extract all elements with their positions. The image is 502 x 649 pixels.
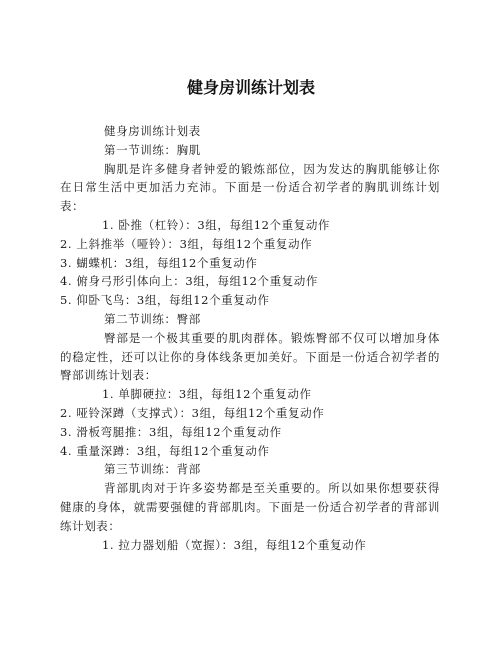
paragraph: 胸肌是许多健身者钟爱的锻炼部位，因为发达的胸肌能够让你在日常生活中更加活力充沛。下面是一份适合初学者的胸肌训练计划表： [60, 161, 440, 214]
list-item: 4. 重量深蹲：3组，每组12个重复动作 [60, 443, 270, 458]
list-item: 1. 单脚硬拉：3组，每组12个重复动作 [102, 387, 312, 402]
section-heading: 第一节训练：胸肌 [104, 142, 201, 157]
list-item: 1. 拉力器划船（宽握）：3组，每组12个重复动作 [102, 537, 367, 552]
list-item: 2. 哑铃深蹲（支撑式）：3组，每组12个重复动作 [60, 405, 325, 420]
section-heading: 第三节训练：背部 [104, 462, 201, 477]
section-heading: 第二节训练：臀部 [104, 311, 201, 326]
paragraph: 臀部是一个极其重要的肌肉群体。锻炼臀部不仅可以增加身体的稳定性，还可以让你的身体线条更加美好。下面是一份适合初学者的臀部训练计划表： [60, 330, 440, 383]
list-item: 4. 俯身弓形引体向上：3组，每组12个重复动作 [60, 274, 318, 289]
list-item: 1. 卧推（杠铃）：3组，每组12个重复动作 [102, 217, 331, 232]
list-item: 5. 仰卧飞鸟：3组，每组12个重复动作 [60, 293, 270, 308]
list-item: 2. 上斜推举（哑铃）：3组，每组12个重复动作 [60, 236, 313, 251]
document-body [60, 122, 440, 554]
section-heading: 健身房训练计划表 [104, 124, 201, 138]
paragraph: 背部肌肉对于许多姿势都是至关重要的。所以如果你想要获得健康的身体，就需要强健的背部肌肉。下面是一份适合初学者的背部训练计划表： [60, 481, 440, 533]
list-item: 3. 滑板弯腿推：3组，每组12个重复动作 [60, 424, 282, 439]
document-title: 健身房训练计划表 [186, 78, 315, 97]
list-item: 3. 蝴蝶机：3组，每组12个重复动作 [60, 255, 258, 270]
